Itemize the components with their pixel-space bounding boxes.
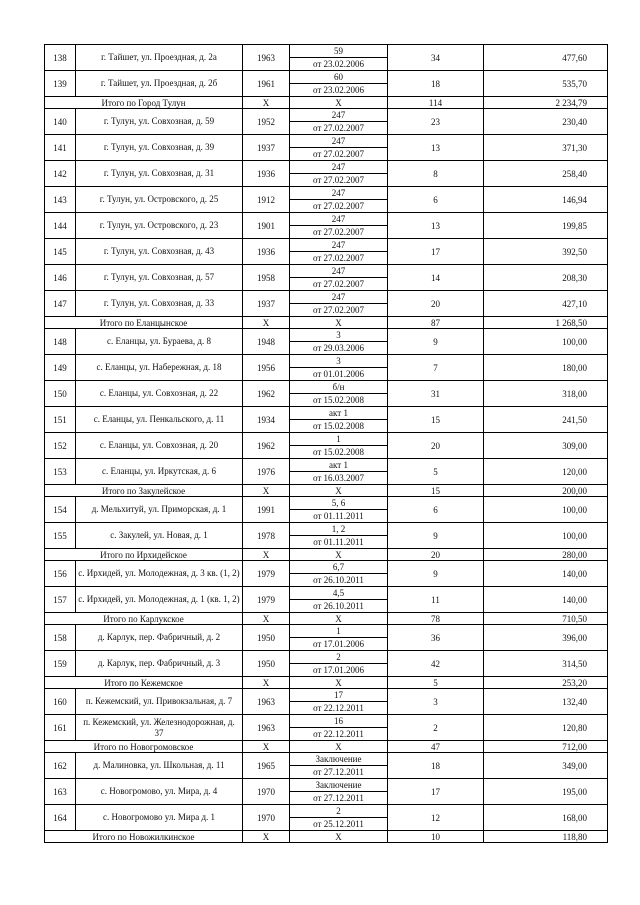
act-date-cell: от 27.02.2007	[290, 278, 388, 291]
address-cell: г. Тайшет, ул. Проездная, д. 2а	[76, 45, 243, 71]
count-cell: 42	[388, 651, 484, 677]
act-date-cell: от 26.10.2011	[290, 600, 388, 613]
row-number-cell: 142	[45, 161, 76, 187]
table-row	[45, 715, 608, 728]
act-number-cell: акт 1	[290, 459, 388, 472]
table-row	[45, 135, 608, 148]
sum-cell: 140,00	[484, 587, 608, 613]
subtotal-act-cell: Х	[290, 677, 388, 689]
table-row	[45, 561, 608, 574]
row-number-cell: 139	[45, 71, 76, 97]
act-date-cell: от 27.02.2007	[290, 200, 388, 213]
act-date-cell: от 22.12.2011	[290, 728, 388, 741]
subtotal-row	[45, 317, 608, 329]
subtotal-label: Итого по Новожилкинское	[45, 831, 243, 843]
sum-cell: 100,00	[484, 497, 608, 523]
subtotal-sum-cell: 712,00	[484, 741, 608, 753]
count-cell: 36	[388, 625, 484, 651]
address-cell: с. Новогромово ул. Мира д. 1	[76, 805, 243, 831]
subtotal-count-cell: 87	[388, 317, 484, 329]
act-number-cell: 17	[290, 689, 388, 702]
year-cell: 1962	[243, 381, 290, 407]
row-number-cell: 146	[45, 265, 76, 291]
sum-cell: 208,30	[484, 265, 608, 291]
count-cell: 6	[388, 187, 484, 213]
subtotal-label: Итого по Ирхидейское	[45, 549, 243, 561]
count-cell: 9	[388, 523, 484, 549]
count-cell: 23	[388, 109, 484, 135]
address-cell: г. Тулун, ул. Совхозная, д. 57	[76, 265, 243, 291]
year-cell: 1979	[243, 587, 290, 613]
subtotal-act-cell: Х	[290, 485, 388, 497]
count-cell: 14	[388, 265, 484, 291]
subtotal-count-cell: 47	[388, 741, 484, 753]
sum-cell: 318,00	[484, 381, 608, 407]
year-cell: 1934	[243, 407, 290, 433]
subtotal-label: Итого по Закулейское	[45, 485, 243, 497]
table-row	[45, 433, 608, 446]
row-number-cell: 156	[45, 561, 76, 587]
subtotal-sum-cell: 710,50	[484, 613, 608, 625]
year-cell: 1961	[243, 71, 290, 97]
table-row	[45, 161, 608, 174]
count-cell: 7	[388, 355, 484, 381]
year-cell: 1958	[243, 265, 290, 291]
subtotal-sum-cell: 118,80	[484, 831, 608, 843]
act-number-cell: 4,5	[290, 587, 388, 600]
count-cell: 9	[388, 329, 484, 355]
sum-cell: 371,30	[484, 135, 608, 161]
table-row	[45, 625, 608, 638]
act-date-cell: от 27.02.2007	[290, 174, 388, 187]
year-cell: 1970	[243, 779, 290, 805]
sum-cell: 396,00	[484, 625, 608, 651]
act-number-cell: 5, 6	[290, 497, 388, 510]
sum-cell: 180,00	[484, 355, 608, 381]
sum-cell: 199,85	[484, 213, 608, 239]
year-cell: 1950	[243, 625, 290, 651]
year-cell: 1901	[243, 213, 290, 239]
table-row	[45, 265, 608, 278]
address-cell: с. Ирхидей, ул. Молодежная, д. 1 (кв. 1, 2)	[76, 587, 243, 613]
act-number-cell: 1	[290, 625, 388, 638]
act-date-cell: от 17.01.2006	[290, 638, 388, 651]
act-number-cell: 1, 2	[290, 523, 388, 536]
address-cell: г. Тайшет, ул. Проездная, д. 2б	[76, 71, 243, 97]
count-cell: 13	[388, 213, 484, 239]
year-cell: 1991	[243, 497, 290, 523]
subtotal-count-cell: 78	[388, 613, 484, 625]
address-cell: г. Тулун, ул. Совхозная, д. 59	[76, 109, 243, 135]
row-number-cell: 138	[45, 45, 76, 71]
act-date-cell: от 29.03.2006	[290, 342, 388, 355]
address-cell: п. Кежемский, ул. Железнодорожная, д. 37	[76, 715, 243, 741]
row-number-cell: 141	[45, 135, 76, 161]
address-cell: г. Тулун, ул. Совхозная, д. 43	[76, 239, 243, 265]
count-cell: 9	[388, 561, 484, 587]
act-date-cell: от 27.02.2007	[290, 304, 388, 317]
year-cell: 1912	[243, 187, 290, 213]
count-cell: 18	[388, 753, 484, 779]
act-date-cell: от 15.02.2008	[290, 420, 388, 433]
subtotal-sum-cell: 280,00	[484, 549, 608, 561]
subtotal-count-cell: 10	[388, 831, 484, 843]
row-number-cell: 158	[45, 625, 76, 651]
subtotal-label: Итого по Карлукское	[45, 613, 243, 625]
act-date-cell: от 27.02.2007	[290, 148, 388, 161]
act-date-cell: от 25.12.2011	[290, 818, 388, 831]
year-cell: 1963	[243, 45, 290, 71]
subtotal-sum-cell: 253,20	[484, 677, 608, 689]
sum-cell: 314,50	[484, 651, 608, 677]
act-date-cell: от 15.02.2008	[290, 394, 388, 407]
table-row	[45, 109, 608, 122]
act-date-cell: от 15.02.2008	[290, 446, 388, 459]
address-cell: с. Ирхидей, ул. Молодежная, д. 3 кв. (1, 2)	[76, 561, 243, 587]
subtotal-sum-cell: 2 234,79	[484, 97, 608, 109]
sum-cell: 258,40	[484, 161, 608, 187]
address-cell: с. Еланцы, ул. Пенкальского, д. 11	[76, 407, 243, 433]
sum-cell: 535,70	[484, 71, 608, 97]
subtotal-act-cell: Х	[290, 97, 388, 109]
count-cell: 20	[388, 291, 484, 317]
table-row	[45, 523, 608, 536]
row-number-cell: 143	[45, 187, 76, 213]
year-cell: 1979	[243, 561, 290, 587]
year-cell: 1937	[243, 135, 290, 161]
row-number-cell: 148	[45, 329, 76, 355]
year-cell: 1937	[243, 291, 290, 317]
count-cell: 12	[388, 805, 484, 831]
sum-cell: 309,00	[484, 433, 608, 459]
subtotal-year-cell: Х	[243, 485, 290, 497]
year-cell: 1962	[243, 433, 290, 459]
address-cell: д. Малиновка, ул. Школьная, д. 11	[76, 753, 243, 779]
address-cell: г. Тулун, ул. Совхозная, д. 31	[76, 161, 243, 187]
sum-cell: 427,10	[484, 291, 608, 317]
act-number-cell: 6,7	[290, 561, 388, 574]
year-cell: 1965	[243, 753, 290, 779]
table-row	[45, 459, 608, 472]
count-cell: 18	[388, 71, 484, 97]
act-date-cell: от 23.02.2006	[290, 58, 388, 71]
count-cell: 17	[388, 239, 484, 265]
sum-cell: 477,60	[484, 45, 608, 71]
subtotal-year-cell: Х	[243, 613, 290, 625]
act-date-cell: от 27.12.2011	[290, 792, 388, 805]
count-cell: 13	[388, 135, 484, 161]
act-number-cell: 3	[290, 329, 388, 342]
act-number-cell: 16	[290, 715, 388, 728]
count-cell: 11	[388, 587, 484, 613]
act-date-cell: от 22.12.2011	[290, 702, 388, 715]
subtotal-sum-cell: 200,00	[484, 485, 608, 497]
act-number-cell: 247	[290, 135, 388, 148]
act-date-cell: от 01.11.2011	[290, 536, 388, 549]
year-cell: 1970	[243, 805, 290, 831]
year-cell: 1948	[243, 329, 290, 355]
address-cell: д. Карлук, пер. Фабричный, д. 3	[76, 651, 243, 677]
count-cell: 6	[388, 497, 484, 523]
year-cell: 1976	[243, 459, 290, 485]
act-number-cell: 2	[290, 805, 388, 818]
count-cell: 2	[388, 715, 484, 741]
act-date-cell: от 16.03.2007	[290, 472, 388, 485]
year-cell: 1963	[243, 715, 290, 741]
sum-cell: 168,00	[484, 805, 608, 831]
sum-cell: 195,00	[484, 779, 608, 805]
sum-cell: 100,00	[484, 329, 608, 355]
row-number-cell: 162	[45, 753, 76, 779]
table-row	[45, 355, 608, 368]
table-row	[45, 651, 608, 664]
year-cell: 1963	[243, 689, 290, 715]
subtotal-sum-cell: 1 268,50	[484, 317, 608, 329]
act-number-cell: 247	[290, 187, 388, 200]
table-row	[45, 381, 608, 394]
act-number-cell: Заключение	[290, 753, 388, 766]
act-number-cell: 247	[290, 109, 388, 122]
act-number-cell: 59	[290, 45, 388, 58]
address-cell: п. Кежемский, ул. Привокзальная, д. 7	[76, 689, 243, 715]
year-cell: 1978	[243, 523, 290, 549]
row-number-cell: 150	[45, 381, 76, 407]
act-date-cell: от 27.02.2007	[290, 226, 388, 239]
subtotal-count-cell: 15	[388, 485, 484, 497]
table-row	[45, 45, 608, 58]
year-cell: 1952	[243, 109, 290, 135]
act-number-cell: 3	[290, 355, 388, 368]
year-cell: 1936	[243, 161, 290, 187]
row-number-cell: 157	[45, 587, 76, 613]
table-row	[45, 239, 608, 252]
subtotal-year-cell: Х	[243, 97, 290, 109]
act-date-cell: от 27.02.2007	[290, 122, 388, 135]
subtotal-year-cell: Х	[243, 741, 290, 753]
subtotal-row	[45, 831, 608, 843]
count-cell: 34	[388, 45, 484, 71]
count-cell: 5	[388, 459, 484, 485]
count-cell: 17	[388, 779, 484, 805]
act-number-cell: 60	[290, 71, 388, 84]
subtotal-count-cell: 5	[388, 677, 484, 689]
sum-cell: 230,40	[484, 109, 608, 135]
row-number-cell: 152	[45, 433, 76, 459]
subtotal-row	[45, 613, 608, 625]
row-number-cell: 161	[45, 715, 76, 741]
subtotal-act-cell: Х	[290, 741, 388, 753]
row-number-cell: 145	[45, 239, 76, 265]
sum-cell: 349,00	[484, 753, 608, 779]
housing-register-table	[44, 44, 608, 843]
subtotal-label: Итого по Новогромовское	[45, 741, 243, 753]
address-cell: с. Закулей, ул. Новая, д. 1	[76, 523, 243, 549]
act-date-cell: от 27.12.2011	[290, 766, 388, 779]
row-number-cell: 140	[45, 109, 76, 135]
act-date-cell: от 17.01.2006	[290, 664, 388, 677]
act-number-cell: акт 1	[290, 407, 388, 420]
year-cell: 1956	[243, 355, 290, 381]
address-cell: с. Еланцы, ул. Совхозная, д. 22	[76, 381, 243, 407]
row-number-cell: 147	[45, 291, 76, 317]
subtotal-row	[45, 549, 608, 561]
address-cell: с. Еланцы, ул. Совхозная, д. 20	[76, 433, 243, 459]
row-number-cell: 154	[45, 497, 76, 523]
sum-cell: 120,00	[484, 459, 608, 485]
subtotal-act-cell: Х	[290, 549, 388, 561]
sum-cell: 140,00	[484, 561, 608, 587]
table-row	[45, 291, 608, 304]
address-cell: д. Мельхитуй, ул. Приморская, д. 1	[76, 497, 243, 523]
subtotal-count-cell: 20	[388, 549, 484, 561]
subtotal-row	[45, 677, 608, 689]
row-number-cell: 163	[45, 779, 76, 805]
act-number-cell: Заключение	[290, 779, 388, 792]
table-row	[45, 213, 608, 226]
sum-cell: 241,50	[484, 407, 608, 433]
table-row	[45, 587, 608, 600]
year-cell: 1950	[243, 651, 290, 677]
subtotal-row	[45, 485, 608, 497]
count-cell: 3	[388, 689, 484, 715]
address-cell: д. Карлук, пер. Фабричный, д. 2	[76, 625, 243, 651]
count-cell: 15	[388, 407, 484, 433]
subtotal-act-cell: Х	[290, 613, 388, 625]
table-row	[45, 71, 608, 84]
year-cell: 1936	[243, 239, 290, 265]
table-row	[45, 187, 608, 200]
subtotal-label: Итого по Город Тулун	[45, 97, 243, 109]
act-number-cell: 247	[290, 239, 388, 252]
table-row	[45, 497, 608, 510]
row-number-cell: 144	[45, 213, 76, 239]
table-row	[45, 689, 608, 702]
sum-cell: 146,94	[484, 187, 608, 213]
address-cell: г. Тулун, ул. Островского, д. 23	[76, 213, 243, 239]
subtotal-row	[45, 741, 608, 753]
act-number-cell: 247	[290, 291, 388, 304]
address-cell: г. Тулун, ул. Совхозная, д. 39	[76, 135, 243, 161]
address-cell: с. Еланцы, ул. Иркутская, д. 6	[76, 459, 243, 485]
count-cell: 31	[388, 381, 484, 407]
count-cell: 20	[388, 433, 484, 459]
subtotal-count-cell: 114	[388, 97, 484, 109]
address-cell: с. Еланцы, ул. Набережная, д. 18	[76, 355, 243, 381]
act-date-cell: от 27.02.2007	[290, 252, 388, 265]
act-date-cell: от 23.02.2006	[290, 84, 388, 97]
act-number-cell: б/н	[290, 381, 388, 394]
count-cell: 8	[388, 161, 484, 187]
act-number-cell: 2	[290, 651, 388, 664]
table-body	[45, 45, 608, 843]
sum-cell: 100,00	[484, 523, 608, 549]
sum-cell: 132,40	[484, 689, 608, 715]
address-cell: с. Новогромово, ул. Мира, д. 4	[76, 779, 243, 805]
act-number-cell: 247	[290, 161, 388, 174]
sum-cell: 392,50	[484, 239, 608, 265]
row-number-cell: 151	[45, 407, 76, 433]
address-cell: г. Тулун, ул. Островского, д. 25	[76, 187, 243, 213]
row-number-cell: 153	[45, 459, 76, 485]
sum-cell: 120,80	[484, 715, 608, 741]
table-row	[45, 779, 608, 792]
act-date-cell: от 26.10.2011	[290, 574, 388, 587]
subtotal-act-cell: Х	[290, 317, 388, 329]
subtotal-label: Итого по Еланцынское	[45, 317, 243, 329]
table-row	[45, 805, 608, 818]
act-number-cell: 247	[290, 265, 388, 278]
table-row	[45, 753, 608, 766]
act-number-cell: 1	[290, 433, 388, 446]
subtotal-year-cell: Х	[243, 831, 290, 843]
act-date-cell: от 01.11.2011	[290, 510, 388, 523]
subtotal-act-cell: Х	[290, 831, 388, 843]
row-number-cell: 160	[45, 689, 76, 715]
table-row	[45, 329, 608, 342]
subtotal-year-cell: Х	[243, 549, 290, 561]
row-number-cell: 159	[45, 651, 76, 677]
subtotal-label: Итого по Кежемское	[45, 677, 243, 689]
subtotal-year-cell: Х	[243, 677, 290, 689]
address-cell: с. Еланцы, ул. Бураева, д. 8	[76, 329, 243, 355]
row-number-cell: 149	[45, 355, 76, 381]
row-number-cell: 164	[45, 805, 76, 831]
subtotal-row	[45, 97, 608, 109]
table-row	[45, 407, 608, 420]
row-number-cell: 155	[45, 523, 76, 549]
subtotal-year-cell: Х	[243, 317, 290, 329]
address-cell: г. Тулун, ул. Совхозная, д. 33	[76, 291, 243, 317]
act-number-cell: 247	[290, 213, 388, 226]
act-date-cell: от 01.01.2006	[290, 368, 388, 381]
